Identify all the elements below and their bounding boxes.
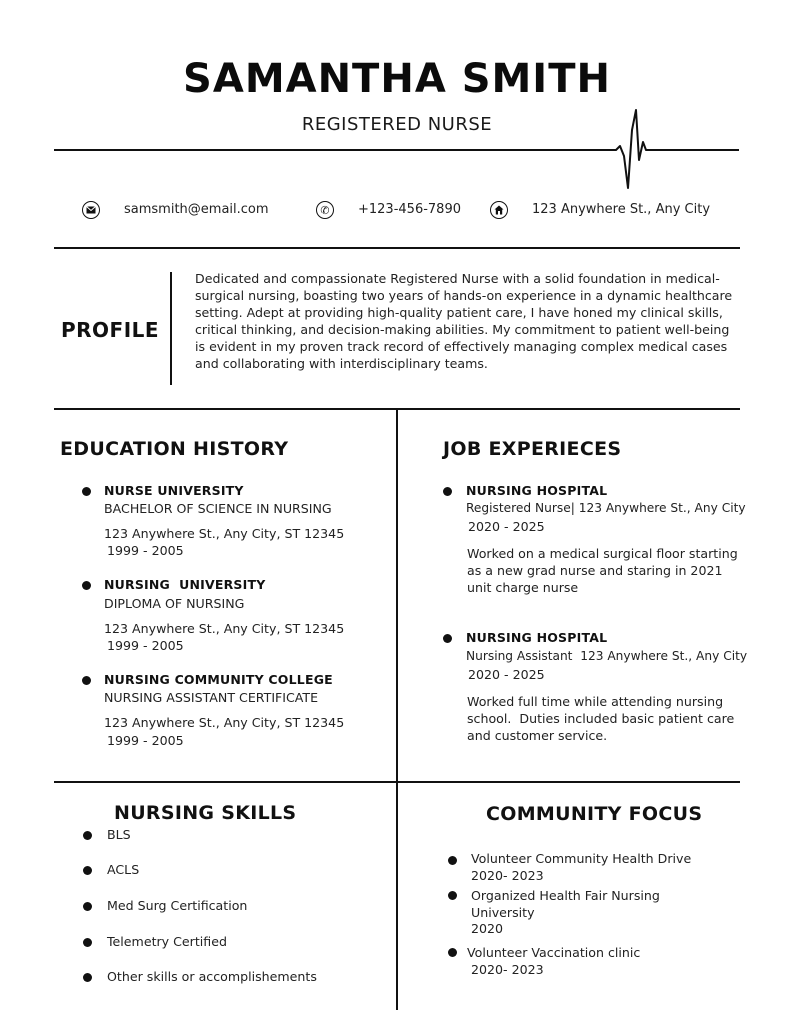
bullet-icon <box>448 856 457 865</box>
education-heading: EDUCATION HISTORY <box>60 438 289 460</box>
school-name: NURSE UNIVERSITY <box>104 483 244 498</box>
bullet-icon <box>83 866 92 875</box>
bullet-icon <box>83 938 92 947</box>
bullet-icon <box>443 634 452 643</box>
school-years: 1999 - 2005 <box>107 733 184 748</box>
bullet-icon <box>82 676 91 685</box>
job-role: Nursing Assistant 123 Anywhere St., Any City <box>466 649 748 663</box>
divider <box>54 247 740 249</box>
school-years: 1999 - 2005 <box>107 638 184 653</box>
phone-text: +123-456-7890 <box>358 202 461 217</box>
school-address: 123 Anywhere St., Any City, ST 12345 <box>104 715 345 730</box>
job-title: REGISTERED NURSE <box>301 114 493 135</box>
degree: DIPLOMA OF NURSING <box>104 596 245 611</box>
skills-heading: NURSING SKILLS <box>114 802 297 824</box>
email-text: samsmith@email.com <box>124 202 269 217</box>
bullet-icon <box>83 902 92 911</box>
community-heading: COMMUNITY FOCUS <box>486 803 703 825</box>
job-role: Registered Nurse| 123 Anywhere St., Any City <box>466 501 746 515</box>
bullet-icon <box>83 831 92 840</box>
skill-label: BLS <box>107 827 131 842</box>
bullet-icon <box>448 948 457 957</box>
bullet-icon <box>443 487 452 496</box>
profile-divider <box>170 272 172 385</box>
skill-label: ACLS <box>107 862 140 877</box>
community-years: 2020 <box>471 921 504 936</box>
bullet-icon <box>83 973 92 982</box>
envelope-icon <box>82 201 100 219</box>
community-title: Volunteer Community Health Drive <box>471 851 692 866</box>
school-years: 1999 - 2005 <box>107 543 184 558</box>
job-years: 2020 - 2025 <box>468 519 545 534</box>
school-address: 123 Anywhere St., Any City, ST 12345 <box>104 526 345 541</box>
skill-label: Med Surg Certification <box>107 898 248 913</box>
job-heading: JOB EXPERIECES <box>443 438 622 460</box>
skill-label: Other skills or accomplishements <box>107 969 317 984</box>
home-icon <box>490 201 508 219</box>
resume-name: SAMANTHA SMITH <box>183 56 611 102</box>
bullet-icon <box>82 487 91 496</box>
school-address: 123 Anywhere St., Any City, ST 12345 <box>104 621 345 636</box>
skill-label: Telemetry Certified <box>107 934 227 949</box>
school-name: NURSING COMMUNITY COLLEGE <box>104 672 333 687</box>
column-divider <box>396 410 398 1010</box>
job-description: Worked full time while attending nursing school. Duties included basic patient care and customer service. <box>467 694 739 743</box>
degree: NURSING ASSISTANT CERTIFICATE <box>104 690 319 705</box>
community-years: 2020- 2023 <box>471 962 544 977</box>
community-years: 2020- 2023 <box>471 868 544 883</box>
heartbeat-line-icon <box>0 100 794 200</box>
community-title: Organized Health Fair Nursing University <box>471 888 660 920</box>
address-text: 123 Anywhere St., Any City <box>532 202 711 217</box>
school-name: NURSING UNIVERSITY <box>104 577 266 592</box>
community-title: Volunteer Vaccination clinic <box>467 945 641 960</box>
job-description: Worked on a medical surgical floor starting as a new grad nurse and staring in 2021 unit charge nurse <box>467 546 738 595</box>
divider <box>54 781 740 783</box>
employer-name: NURSING HOSPITAL <box>466 483 608 498</box>
bullet-icon <box>448 891 457 900</box>
employer-name: NURSING HOSPITAL <box>466 630 608 645</box>
degree: BACHELOR OF SCIENCE IN NURSING <box>104 501 332 516</box>
bullet-icon <box>82 581 91 590</box>
phone-icon: ✆ <box>316 201 334 219</box>
job-years: 2020 - 2025 <box>468 667 545 682</box>
profile-summary: Dedicated and compassionate Registered Nurse with a solid foundation in medical-surgical nursing, boasting two years of hands-on experience in a dynamic healthcare setting. Adept at providing high-quality patient care, I have honed my clinical skills, critical thinking, and decision-making abilities. My commitment to patient well-being is evident in my proven track record of effectively managing complex medical cases and collaborating with interdisciplinary teams. <box>195 271 733 371</box>
profile-heading: PROFILE <box>61 318 160 342</box>
